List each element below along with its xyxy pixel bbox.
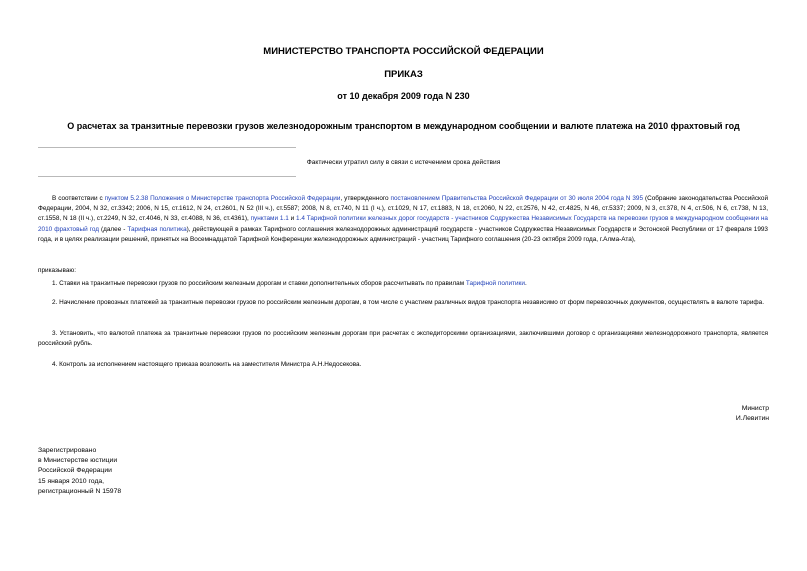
signature-name: И.Левитин	[735, 415, 769, 422]
registration-block	[38, 446, 121, 497]
registration-line-4: 15 января 2010 года,	[38, 477, 105, 485]
preamble-text-6: ), действующей в рамках Тарифного соглашения железнодорожных администраций государств - участников Содружества Независимых Государств и Эстонской Республики от 17 февраля 1993 года, и в целях реализации решений, принятых на Восемнадцатой Тарифной Конференции железнодорожных администраций - участниц Тарифного соглашения (20-23 октября 2009 года, г.Алма-Ата),	[38, 225, 768, 243]
document-type-heading: ПРИКАЗ	[384, 69, 423, 80]
preamble-text-2: , утвержденного	[340, 195, 391, 202]
registration-line-2: в Министерстве юстиции	[38, 457, 118, 465]
item1-text-2: .	[524, 280, 527, 287]
order-item-4: 4. Контроль за исполнением настоящего приказа возложить на заместителя Министра А.Н.Недосекова.	[52, 361, 362, 368]
signature-block	[736, 404, 769, 424]
preamble-text-3: (Собрание законодательства Российской Федерации, 2004, N 32, ст.3342; 2006, N 15, ст.1612, N 24, ст.2601, N 52 (III ч.), ст.5587; 2008, N 8, ст.740, N 11 (I ч.), ст.1029, N 17, ст.1883, N 18, ст.2060, N 22, ст.2576, N 42, ст.4825, N 46, ст.5337; 2009, N 3, ст.378, N 4, ст.506, N 6, ст.738, N 13, ст.1558, N 18 (II ч.), ст.2249, N 32, ст.4046, N 33, ст.4088, N 36, ст.4361),	[38, 195, 769, 223]
link-government-decree[interactable]: постановлением Правительства Российской Федерации от 30 июля 2004 года N 395	[390, 195, 644, 202]
divider-top	[38, 147, 296, 148]
document-title: О расчетах за транзитные перевозки грузов железнодорожным транспортом в международном сообщении и валюте платежа на 2010 фрахтовый год	[67, 121, 740, 131]
link-points-1-1[interactable]: пунктами 1.1	[250, 215, 289, 223]
preamble-text-4: и	[288, 215, 297, 223]
link-tariff-policy-item1[interactable]: Тарифной политики	[465, 280, 525, 287]
signature-position: Министр	[741, 405, 769, 412]
link-tariff-policy-1-4[interactable]: 1.4 Тарифной политики железных дорог государств - участников Содружества Независимых Государств на перевозки грузов в международном сообщении на 2010 фрахтовый год	[38, 215, 768, 233]
order-item-3: 3. Установить, что валютой платежа за транзитные перевозки грузов по российским железным дорогам при расчетах с экспедиторскими организациями, заключившими договор с организациями железнодорожного транспорта, является российский рубль.	[38, 330, 768, 348]
preamble-text-5: (далее -	[99, 225, 128, 233]
status-note: Фактически утратил силу в связи с истечением срока действия	[306, 159, 501, 166]
registration-line-3: Российской Федерации	[38, 467, 112, 475]
order-item-1	[38, 279, 768, 289]
link-tariff-policy[interactable]: Тарифная политика	[127, 225, 187, 233]
order-word: приказываю:	[38, 267, 76, 274]
order-item-2: 2. Начисление провозных платежей за транзитные перевозки грузов по российским железным дорогам, в том числе с участием различных видов транспорта независимо от форм перевозочных документов, осуществлять в валюте тарифа.	[52, 299, 765, 306]
ministry-heading: МИНИСТЕРСТВО ТРАНСПОРТА РОССИЙСКОЙ ФЕДЕРАЦИИ	[263, 46, 544, 57]
registration-line-5: регистрационный N 15978	[38, 487, 122, 495]
divider-bottom	[38, 176, 296, 177]
document-date-number: от 10 декабря 2009 года N 230	[337, 91, 470, 101]
item1-text-1: 1. Ставки на транзитные перевозки грузов по российским железным дорогам и ставки дополнительных сборов рассчитывать по правилам	[52, 280, 466, 287]
link-regulation-point[interactable]: пунктом 5.2.38 Положения о Министерстве транспорта Российской Федерации	[104, 195, 341, 202]
preamble-paragraph	[38, 194, 768, 245]
preamble-text-1: В соответствии с	[52, 195, 105, 202]
registration-line-1: Зарегистрировано	[38, 447, 97, 454]
